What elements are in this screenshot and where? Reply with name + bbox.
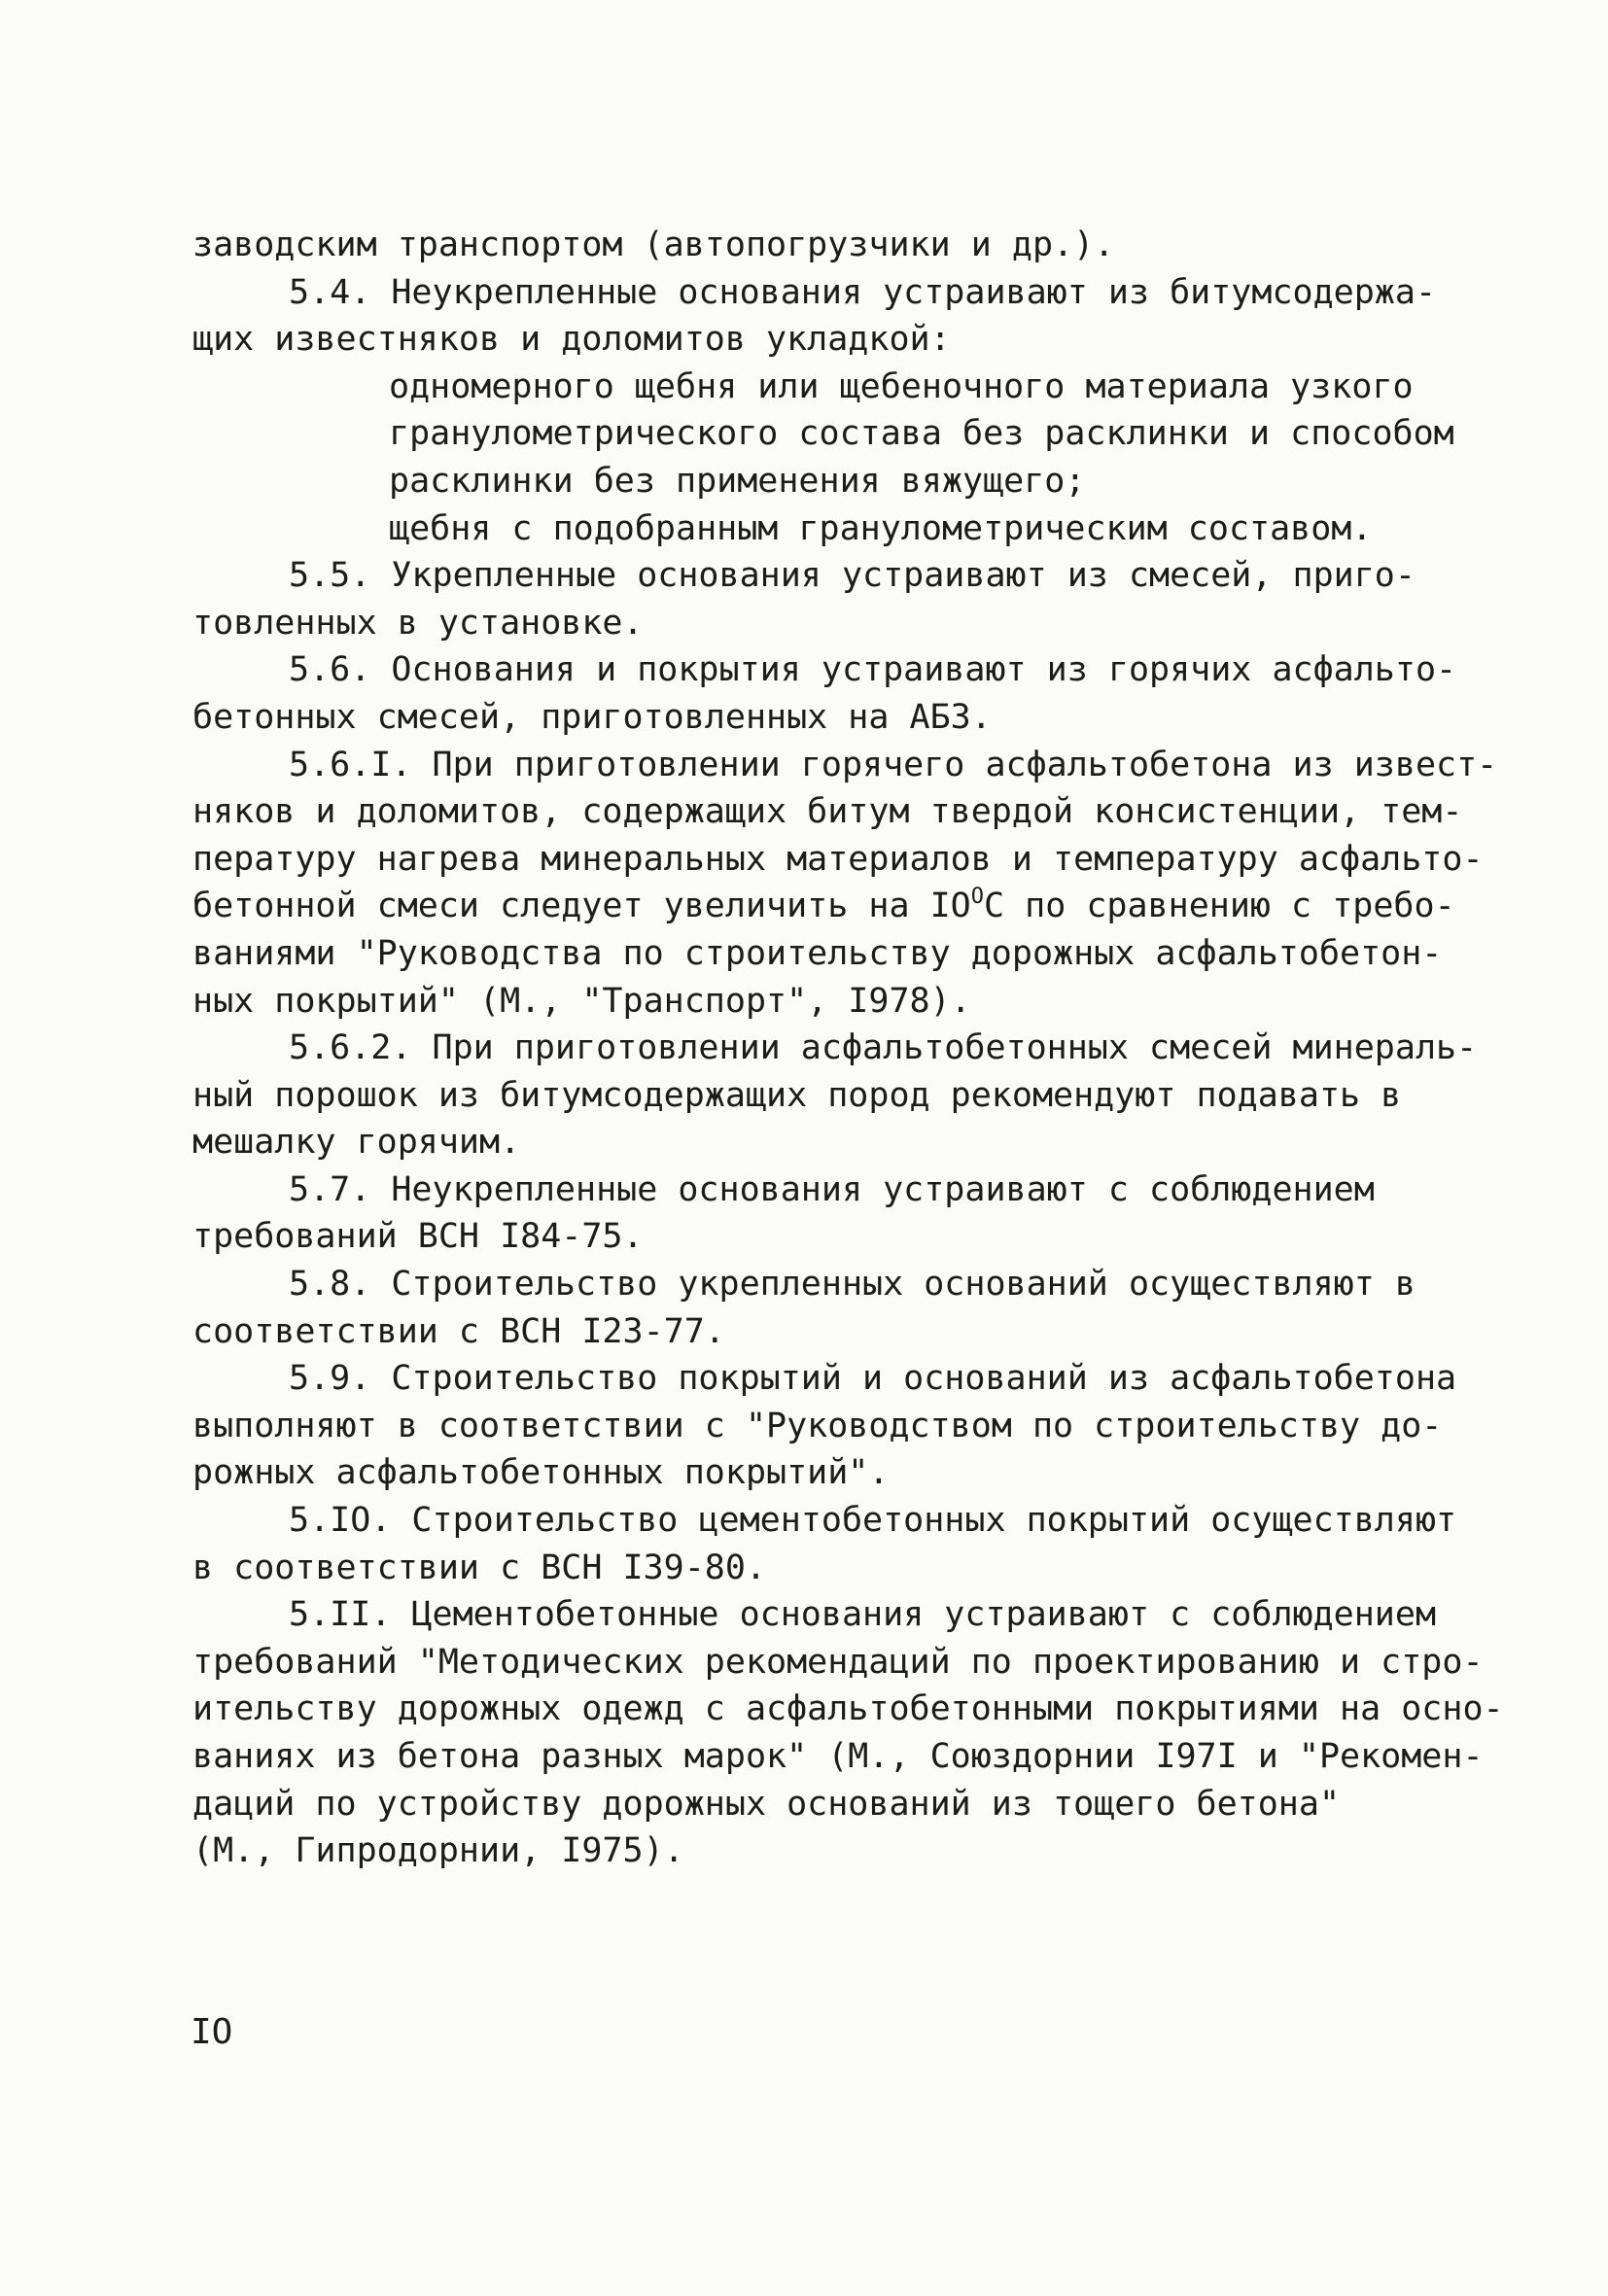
text-line: няков и доломитов, содержащих битум твердой консистенции, тем- [192,792,1463,832]
text-line: 5.6.2. При приготовлении асфальтобетонных смесей минераль- [289,1028,1478,1068]
text-line: пературу нагрева минеральных материалов и температуру асфальто- [192,839,1484,879]
text-line: товленных в установке. [192,603,644,643]
text-line: требований "Методических рекомендаций по проектированию и стро- [192,1642,1484,1682]
text-line: требований ВСН I84-75. [192,1217,644,1257]
text-line: 5.6. Основания и покрытия устраивают из горячих асфальто- [289,650,1457,690]
text-line: ительству дорожных одежд с асфальтобетонными покрытиями на осно- [192,1689,1504,1729]
text-line: бетонных смесей, приготовленных на АБЗ. [192,697,992,737]
text-line: выполняют в соответствии с "Руководством по строительству до- [192,1406,1443,1445]
text-line: 5.II. Цементобетонные основания устраивают с соблюдением [289,1595,1437,1635]
text-line: 5.9. Строительство покрытий и оснований из асфальтобетона [289,1359,1457,1399]
text-line: 5.7. Неукрепленные основания устраивают с соблюдением [289,1169,1375,1209]
text-line: ваниях из бетона разных марок" (М., Союздорнии I97I и "Рекомен- [192,1737,1484,1776]
degree-superscript: O [970,885,984,910]
text-line-with-superscript [192,883,1455,930]
text-line: 5.IO. Строительство цементобетонных покрытий осуществляют [289,1501,1457,1541]
text-line: ных покрытий" (М., "Транспорт", I978). [192,981,971,1021]
text-line: мешалку горячим. [192,1123,521,1163]
text-line: 5.4. Неукрепленные основания устраивают из битумсодержа- [289,272,1437,312]
text-line: гранулометрического состава без расклинки и способом [389,414,1454,454]
text-line: (М., Гипродорнии, I975). [192,1831,684,1871]
text-line: рожных асфальтобетонных покрытий". [192,1453,890,1493]
page-number: IO [191,2012,233,2052]
text-line: ный порошок из битумсодержащих пород рекомендуют подавать в [192,1075,1402,1115]
text-fragment: С по сравнению с требо- [983,887,1455,926]
text-line: заводским транспортом (автопогрузчики и др.). [192,226,1115,264]
text-line: в соответствии с ВСН I39-80. [192,1548,767,1587]
text-line: 5.8. Строительство укрепленных оснований осуществляют в [289,1265,1416,1305]
text-line: щебня с подобранным гранулометрическим составом. [389,508,1373,548]
body-text [192,222,1504,1875]
text-line: 5.6.I. При приготовлении горячего асфальтобетона из извест- [289,745,1498,784]
text-line: даций по устройству дорожных оснований из тощего бетона" [192,1784,1341,1824]
text-fragment: бетонной смеси следует увеличить на IO [192,887,971,926]
text-line: одномерного щебня или щебеночного материала узкого [389,366,1414,406]
text-line: соответствии с ВСН I23-77. [192,1311,725,1351]
text-line: щих известняков и доломитов укладкой: [192,320,951,360]
text-line: ваниями "Руководства по строительству дорожных асфальтобетон- [192,933,1443,973]
text-line: расклинки без применения вяжущего; [389,461,1086,501]
text-line: 5.5. Укрепленные основания устраивают из смесей, приго- [289,556,1416,596]
